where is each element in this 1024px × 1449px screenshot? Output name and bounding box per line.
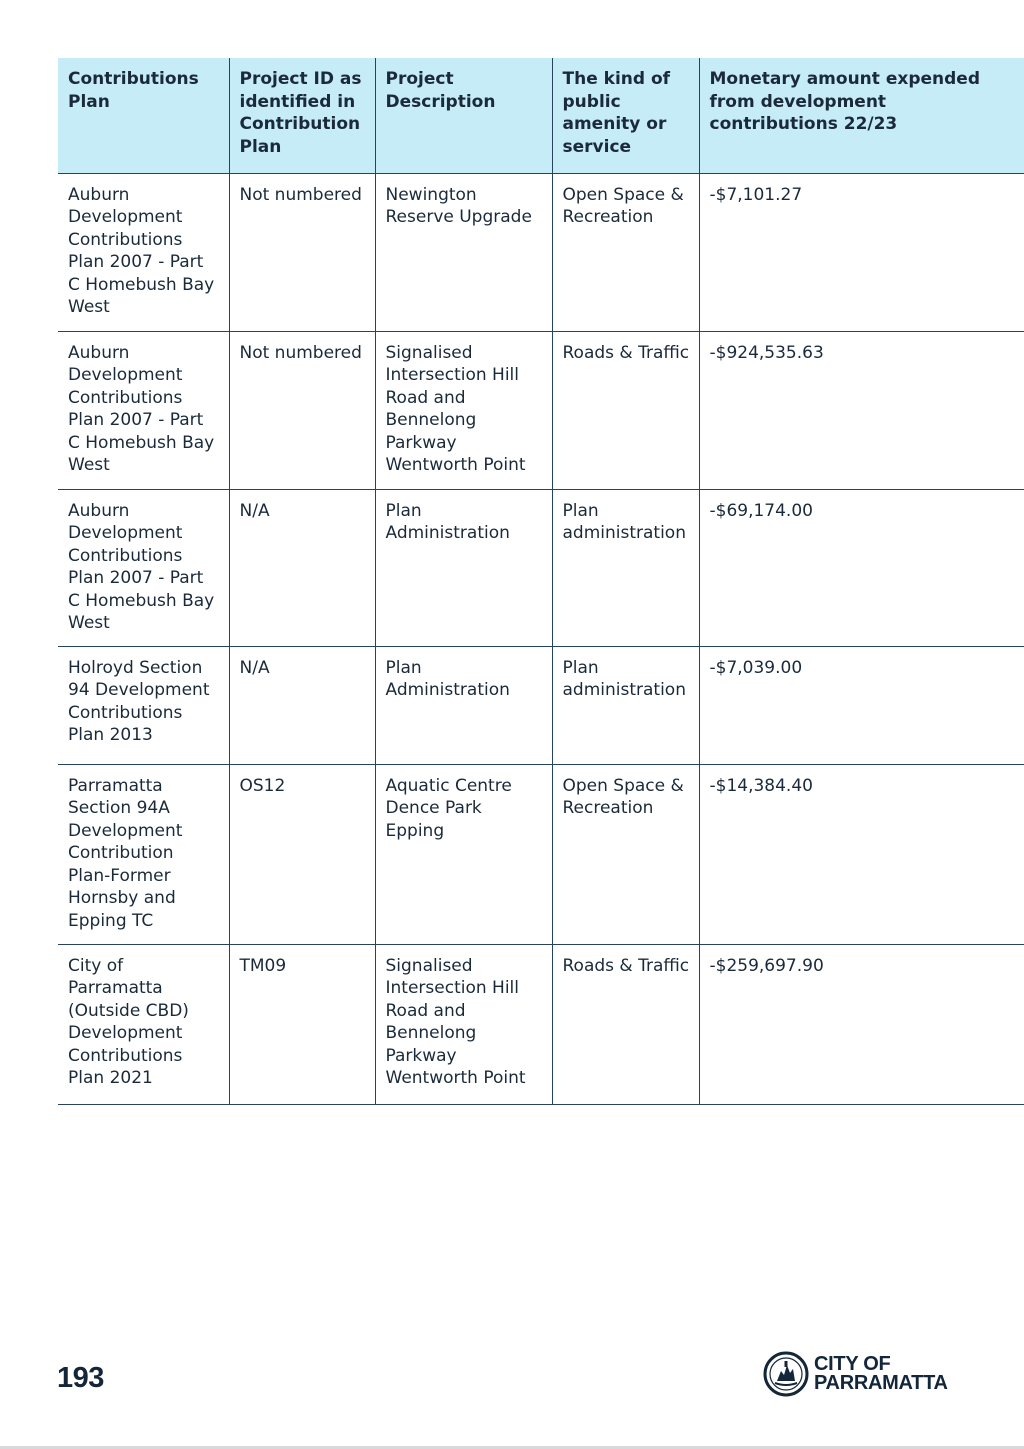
header-project-id: Project ID as identified in Contribution Plan xyxy=(229,58,375,173)
cell-amount: -$7,039.00 xyxy=(699,646,1024,764)
table-row xyxy=(58,331,1024,489)
cell-plan: City of Parramatta (Outside CBD) Development Contributions Plan 2021 xyxy=(58,944,229,1104)
cell-description: Plan Administration xyxy=(375,489,552,646)
logo-wordmark xyxy=(814,1355,948,1393)
cell-description: Signalised Intersection Hill Road and Bennelong Parkway Wentworth Point xyxy=(375,331,552,489)
header-project-description: Project Description xyxy=(375,58,552,173)
cell-project-id: TM09 xyxy=(229,944,375,1104)
cell-amount: -$259,697.90 xyxy=(699,944,1024,1104)
cell-project-id: N/A xyxy=(229,489,375,646)
cell-description: Signalised Intersection Hill Road and Bennelong Parkway Wentworth Point xyxy=(375,944,552,1104)
cell-amount: -$14,384.40 xyxy=(699,764,1024,944)
header-contributions-plan: Contributions Plan xyxy=(58,58,229,173)
table-row xyxy=(58,764,1024,944)
cell-description: Aquatic Centre Dence Park Epping xyxy=(375,764,552,944)
cell-plan: Parramatta Section 94A Development Contribution Plan-Former Hornsby and Epping TC xyxy=(58,764,229,944)
page-number: 193 xyxy=(57,1362,104,1394)
cell-amenity: Open Space & Recreation xyxy=(552,173,699,331)
cell-project-id: Not numbered xyxy=(229,331,375,489)
cell-plan: Holroyd Section 94 Development Contributions Plan 2013 xyxy=(58,646,229,764)
cell-description: Newington Reserve Upgrade xyxy=(375,173,552,331)
table-row xyxy=(58,489,1024,646)
contributions-table xyxy=(58,58,1024,1105)
city-seal-icon xyxy=(763,1351,809,1397)
table-header-row xyxy=(58,58,1024,173)
header-amenity-kind: The kind of public amenity or service xyxy=(552,58,699,173)
cell-plan: Auburn Development Contributions Plan 2007 - Part C Homebush Bay West xyxy=(58,173,229,331)
cell-project-id: Not numbered xyxy=(229,173,375,331)
cell-amount: -$7,101.27 xyxy=(699,173,1024,331)
cell-amount: -$924,535.63 xyxy=(699,331,1024,489)
header-monetary-amount: Monetary amount expended from development contributions 22/23 xyxy=(699,58,1024,173)
cell-amenity: Plan administration xyxy=(552,646,699,764)
city-of-parramatta-logo xyxy=(763,1351,948,1397)
cell-project-id: N/A xyxy=(229,646,375,764)
cell-plan: Auburn Development Contributions Plan 2007 - Part C Homebush Bay West xyxy=(58,489,229,646)
logo-line-1: CITY OF xyxy=(814,1353,891,1375)
cell-amenity: Plan administration xyxy=(552,489,699,646)
cell-amenity: Open Space & Recreation xyxy=(552,764,699,944)
logo-line-2: PARRAMATTA xyxy=(814,1372,948,1394)
cell-amount: -$69,174.00 xyxy=(699,489,1024,646)
table-row xyxy=(58,173,1024,331)
cell-plan: Auburn Development Contributions Plan 2007 - Part C Homebush Bay West xyxy=(58,331,229,489)
cell-description: Plan Administration xyxy=(375,646,552,764)
cell-amenity: Roads & Traffic xyxy=(552,944,699,1104)
table-row xyxy=(58,944,1024,1104)
table-row xyxy=(58,646,1024,764)
cell-project-id: OS12 xyxy=(229,764,375,944)
cell-amenity: Roads & Traffic xyxy=(552,331,699,489)
